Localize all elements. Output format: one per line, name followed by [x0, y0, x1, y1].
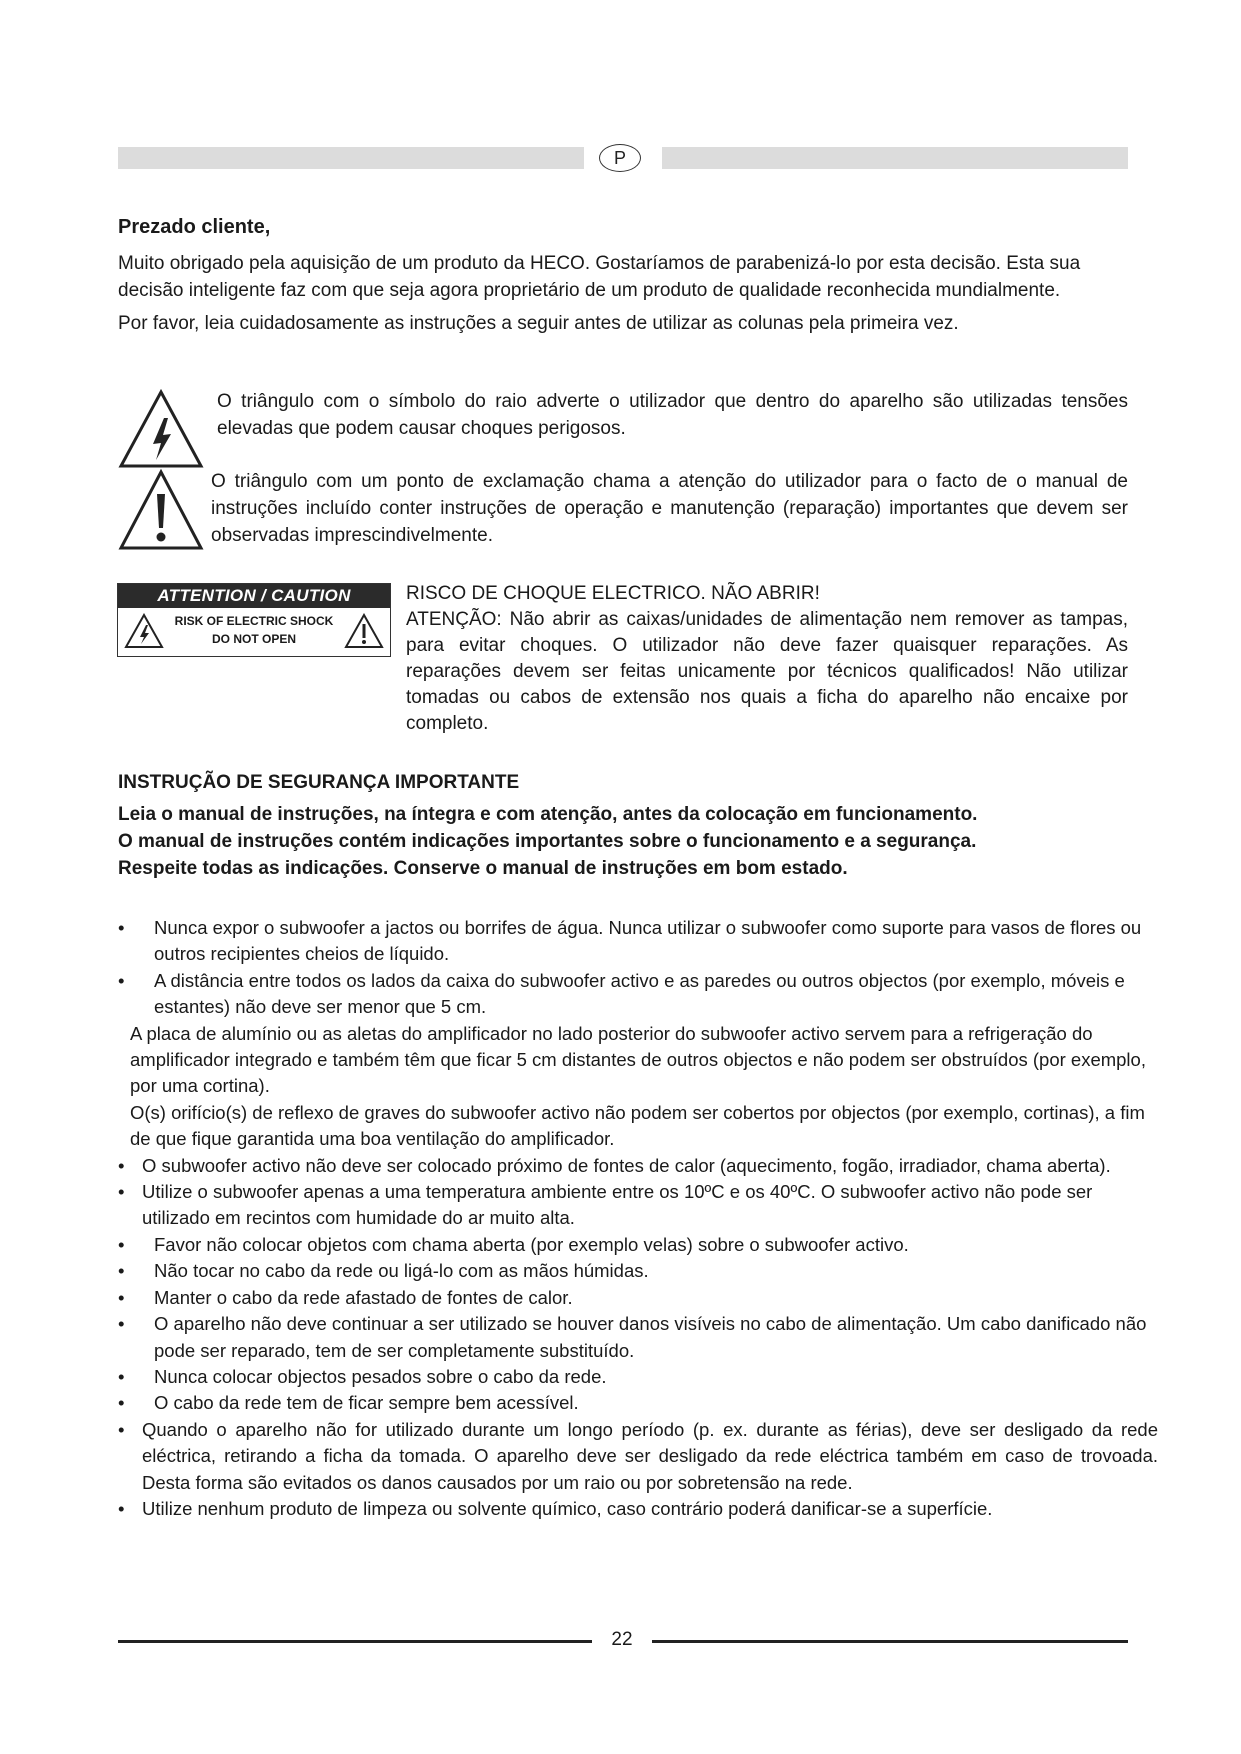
safety-bold-notice [118, 801, 1148, 882]
list-item [118, 1258, 1158, 1284]
header-rule-left [118, 147, 584, 169]
list-item-text: A distância entre todos os lados da caixa do subwoofer activo e as paredes ou outros objectos (por exemplo, móveis e estantes) não deve ser menor que 5 cm. [154, 969, 1125, 1018]
list-item-text: O aparelho não deve continuar a ser utilizado se houver danos visíveis no cabo de alimentação. Um cabo danificado não pode ser reparado, tem de ser completamente substituído. [154, 1313, 1147, 1361]
list-item-text: Quando o aparelho não for utilizado durante um longo período (p. ex. durante as férias), deve ser desligado da rede eléctrica, retirando a ficha da tomada. O aparelho deve ser desligado da rede eléctrica também em caso de trovoada. Desta forma são evitados os danos causados por um raio ou por sobretensão na rede. [142, 1418, 1158, 1493]
lightning-warning-icon [118, 388, 204, 470]
safety-list [118, 915, 1158, 1522]
list-item-text: A placa de alumínio ou as aletas do amplificador no lado posterior do subwoofer activo servem para a refrigeração do amplificador integrado e também têm que ficar 5 cm distantes de outros objectos e não podem ser obstruídos (por exemplo, por uma cortina). [130, 1022, 1146, 1097]
exclamation-warning-icon [118, 468, 204, 552]
list-item [118, 1417, 1158, 1496]
caution-label-line-2: DO NOT OPEN [211, 632, 296, 646]
safety-title: INSTRUÇÃO DE SEGURANÇA IMPORTANTE [118, 772, 520, 793]
caution-lightning-icon [124, 613, 164, 649]
list-item-text: O cabo da rede tem de ficar sempre bem acessível. [154, 1392, 579, 1414]
exclamation-symbol-row [118, 468, 1128, 556]
caution-heading: RISCO DE CHOQUE ELECTRICO. NÃO ABRIR! [406, 583, 820, 604]
bullet-marker: • [118, 969, 125, 991]
list-item [118, 968, 1158, 1021]
caution-label-line-1: RISK OF ELECTRIC SHOCK [174, 614, 334, 628]
list-item-text: Nunca expor o subwoofer a jactos ou borrifes de água. Nunca utilizar o subwoofer como suporte para vasos de flores ou outros recipientes cheios de líquido. [154, 917, 1142, 965]
bullet-marker: • [118, 1181, 125, 1203]
greeting-heading: Prezado cliente, [118, 216, 271, 238]
language-badge: P [599, 144, 641, 172]
safety-bold-line: Respeite todas as indicações. Conserve o manual de instruções em bom estado. [118, 858, 848, 879]
bullet-marker: • [118, 1365, 125, 1387]
list-item-text: O(s) orifício(s) de reflexo de graves do subwoofer activo não podem ser cobertos por objectos (por exemplo, cortinas), a fim de que fique garantida uma boa ventilação do amplificador. [130, 1101, 1145, 1150]
bullet-marker: • [118, 1392, 125, 1414]
list-item [118, 1232, 1158, 1258]
caution-body: ATENÇÃO: Não abrir as caixas/unidades de alimentação nem remover as tampas, para evitar choques. O utilizador não deve fazer quaisquer reparações. As reparações devem ser feitas unicamente por técnicos qualificados! Não utilizar tomadas ou cabos de extensão nos quais a ficha do aparelho não encaixe por completo. [406, 609, 1128, 734]
caution-exclamation-icon [344, 613, 384, 649]
list-item-text: Utilize nenhum produto de limpeza ou solvente químico, caso contrário poderá danificar-se a superfície. [142, 1497, 993, 1519]
list-item [118, 1496, 1158, 1522]
list-item-text: Manter o cabo da rede afastado de fontes de calor. [154, 1286, 573, 1308]
lightning-symbol-row [118, 388, 1128, 470]
intro-text [118, 250, 1128, 337]
lightning-symbol-text: O triângulo com o símbolo do raio adverte o utilizador que dentro do aparelho são utilizadas tensões elevadas que podem causar choques perigosos. [217, 391, 1128, 439]
list-item [118, 1311, 1158, 1364]
list-item [118, 915, 1158, 968]
exclamation-symbol-text: O triângulo com um ponto de exclamação chama a atenção do utilizador para o facto de o manual de instruções incluído conter instruções de operação e manutenção (reparação) importantes que devem ser observadas imprescindivelmente. [211, 471, 1128, 546]
list-item-text: Não tocar no cabo da rede ou ligá-lo com as mãos húmidas. [154, 1260, 649, 1282]
caution-label-title: ATTENTION / CAUTION [118, 584, 390, 608]
bullet-marker: • [118, 1260, 125, 1282]
list-item [118, 1285, 1158, 1311]
list-item [118, 1100, 1158, 1153]
bullet-marker: • [118, 1233, 125, 1255]
bullet-marker: • [118, 917, 125, 938]
list-item [118, 1179, 1158, 1232]
caution-text [406, 581, 1128, 737]
safety-bold-line: O manual de instruções contém indicações importantes sobre o funcionamento e a segurança. [118, 831, 977, 852]
list-item [118, 1390, 1158, 1416]
caution-label [117, 583, 391, 657]
footer-rule-right [652, 1640, 1128, 1643]
safety-bold-line: Leia o manual de instruções, na íntegra e com atenção, antes da colocação em funcionamento. [118, 804, 978, 825]
list-item [118, 1021, 1158, 1100]
list-item-text: Nunca colocar objectos pesados sobre o cabo da rede. [154, 1365, 607, 1387]
bullet-marker: • [118, 1418, 125, 1440]
intro-paragraph-2: Por favor, leia cuidadosamente as instruções a seguir antes de utilizar as colunas pela primeira vez. [118, 313, 959, 334]
list-item-text: Favor não colocar objetos com chama aberta (por exemplo velas) sobre o subwoofer activo. [154, 1233, 909, 1255]
list-item-text: Utilize o subwoofer apenas a uma temperatura ambiente entre os 10ºC e os 40ºC. O subwoofer activo não pode ser utilizado em recintos com humidade do ar muito alta. [142, 1181, 1093, 1229]
header-rule-right [662, 147, 1128, 169]
bullet-marker: • [118, 1286, 125, 1308]
list-item [118, 1364, 1158, 1390]
list-item [118, 1153, 1158, 1179]
bullet-marker: • [118, 1154, 125, 1176]
bullet-marker: • [118, 1313, 125, 1335]
bullet-marker: • [118, 1497, 125, 1519]
page-number: 22 [611, 1629, 633, 1650]
footer-rule-left [118, 1640, 592, 1643]
intro-paragraph-1: Muito obrigado pela aquisição de um produto da HECO. Gostaríamos de parabenizá-lo por esta decisão. Esta sua decisão inteligente faz com que seja agora proprietário de um produto de qualidade reconhecida mundialmente. [118, 253, 1081, 301]
list-item-text: O subwoofer activo não deve ser colocado próximo de fontes de calor (aquecimento, fogão, irradiador, chama aberta). [142, 1154, 1111, 1176]
